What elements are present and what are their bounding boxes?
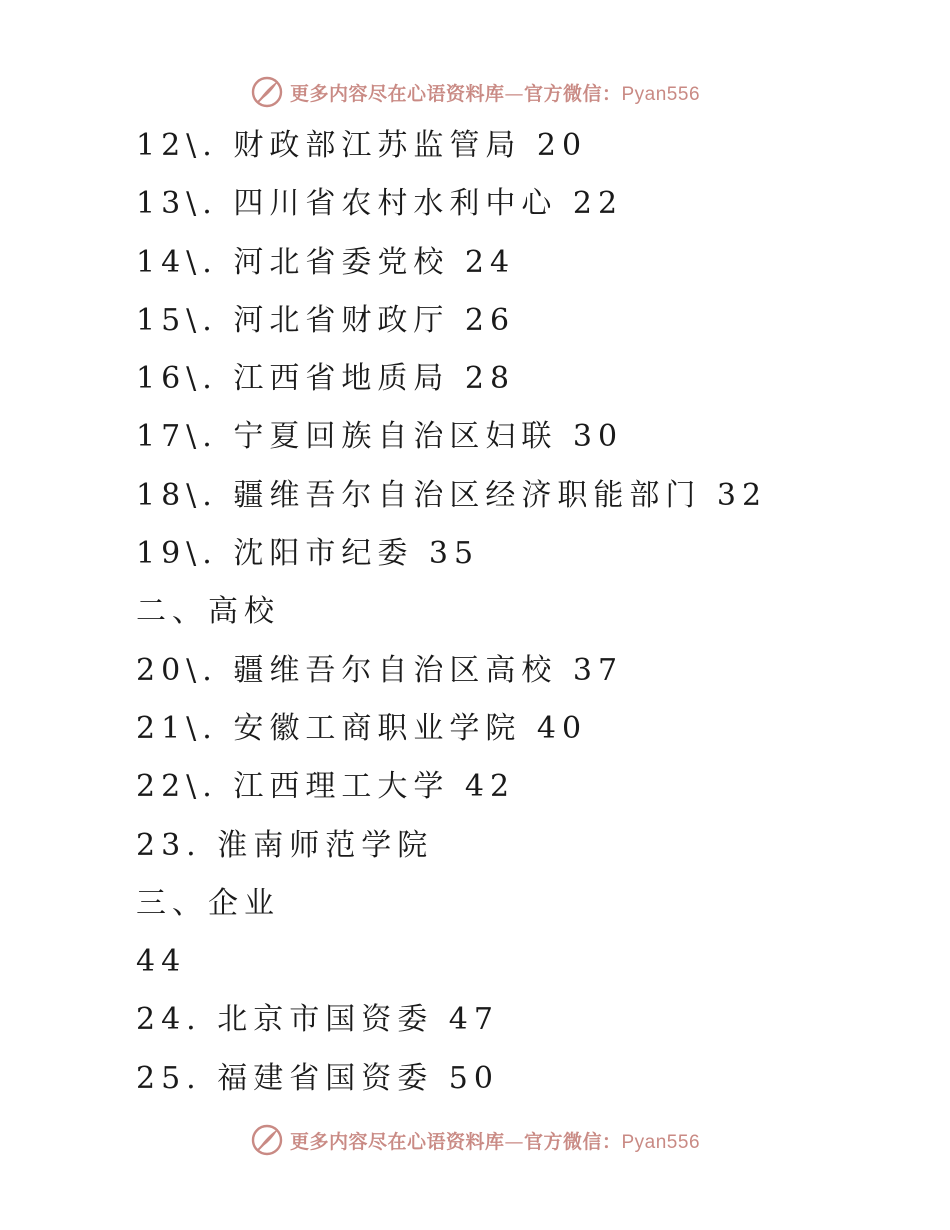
table-of-contents [136, 117, 916, 1108]
watermark-site-text: 更多内容尽在心语资料库 [289, 82, 505, 105]
toc-line: 18\. 疆维吾尔自治区经济职能部门 32 [136, 477, 768, 513]
watermark-text [290, 79, 700, 106]
toc-line: 13\. 四川省农村水利中心 22 [136, 186, 624, 222]
watermark-contact-text: 官方微信： [523, 1130, 622, 1153]
toc-line: 25. 福建省国资委 50 [136, 1060, 499, 1096]
watermark-text [290, 1127, 700, 1154]
toc-line: 19\. 沈阳市纪委 35 [136, 536, 480, 572]
toc-line: 44 [136, 944, 187, 980]
toc-line: 23. 淮南师范学院 [136, 827, 434, 863]
toc-line: 二、高校 [136, 594, 280, 630]
toc-line: 三、企业 [136, 885, 280, 921]
toc-line: 22\. 江西理工大学 42 [136, 769, 516, 805]
watermark-account: Pyan556 [621, 1131, 701, 1153]
watermark-account: Pyan556 [621, 83, 701, 105]
feather-pen-logo-icon [250, 75, 284, 109]
toc-line: 20\. 疆维吾尔自治区高校 37 [136, 652, 624, 688]
header-watermark [0, 70, 950, 114]
watermark-dash: — [504, 1130, 524, 1153]
watermark-site-text: 更多内容尽在心语资料库 [289, 1130, 505, 1153]
toc-line: 12\. 财政部江苏监管局 20 [136, 128, 588, 163]
toc-line: 17\. 宁夏回族自治区妇联 30 [136, 419, 624, 455]
toc-line: 14\. 河北省委党校 24 [136, 244, 516, 280]
toc-line: 24. 北京市国资委 47 [136, 1002, 499, 1038]
toc-line: 15\. 河北省财政厅 26 [136, 302, 516, 338]
toc-line: 21\. 安徽工商职业学院 40 [136, 710, 588, 746]
toc-line: 16\. 江西省地质局 28 [136, 361, 516, 397]
footer-watermark [0, 1118, 950, 1162]
feather-pen-logo-icon [250, 1123, 284, 1157]
watermark-contact-text: 官方微信： [523, 82, 622, 105]
watermark-dash: — [504, 82, 524, 105]
